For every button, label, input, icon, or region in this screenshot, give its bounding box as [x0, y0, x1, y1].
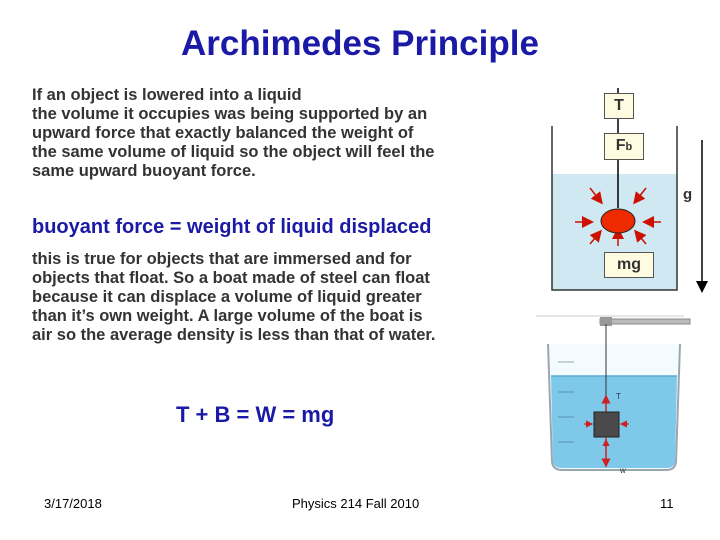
- principle-heading: buoyant force = weight of liquid displaced: [32, 216, 432, 238]
- explanation-line: this is true for objects that are immersed and for: [32, 250, 412, 268]
- weight-label: [604, 252, 654, 278]
- footer-page-number: 11: [660, 496, 674, 511]
- intro-paragraph: [32, 86, 532, 181]
- slide-title: Archimedes Principle: [181, 24, 539, 63]
- weight-label-text: mg: [617, 256, 641, 273]
- suspended-block: [594, 412, 619, 437]
- buoyant-force-label-main: F: [615, 137, 626, 154]
- gravity-label: g: [683, 186, 693, 203]
- explanation-line: objects that float. So a boat made of steel can float: [32, 269, 430, 287]
- photo-tension-label: T: [616, 392, 621, 401]
- tension-label-text: T: [614, 97, 624, 114]
- intro-line: the same volume of liquid so the object will feel the: [32, 143, 435, 161]
- submerged-object: [601, 209, 635, 233]
- explanation-line: because it can displace a volume of liquid greater: [32, 288, 422, 306]
- intro-line: upward force that exactly balanced the weight of: [32, 124, 414, 142]
- force-equation: T + B = W = mg: [176, 402, 335, 427]
- buoyant-force-label: [604, 133, 644, 160]
- intro-line: If an object is lowered into a liquid: [32, 86, 302, 104]
- footer-date: 3/17/2018: [44, 496, 102, 511]
- photo-weight-label: w: [620, 466, 626, 475]
- footer-course: Physics 214 Fall 2010: [292, 496, 420, 511]
- explanation-line: air so the average density is less than that of water.: [32, 326, 436, 344]
- tension-label: [604, 93, 634, 119]
- explanation-paragraph: [32, 250, 542, 345]
- spring-scale-bar: [600, 319, 690, 324]
- intro-line: same upward buoyant force.: [32, 162, 256, 180]
- buoyant-force-label-subscript: b: [625, 141, 633, 153]
- explanation-line: than it’s own weight. A large volume of the boat is: [32, 307, 423, 325]
- intro-line: the volume it occupies was being supported by an: [32, 105, 428, 123]
